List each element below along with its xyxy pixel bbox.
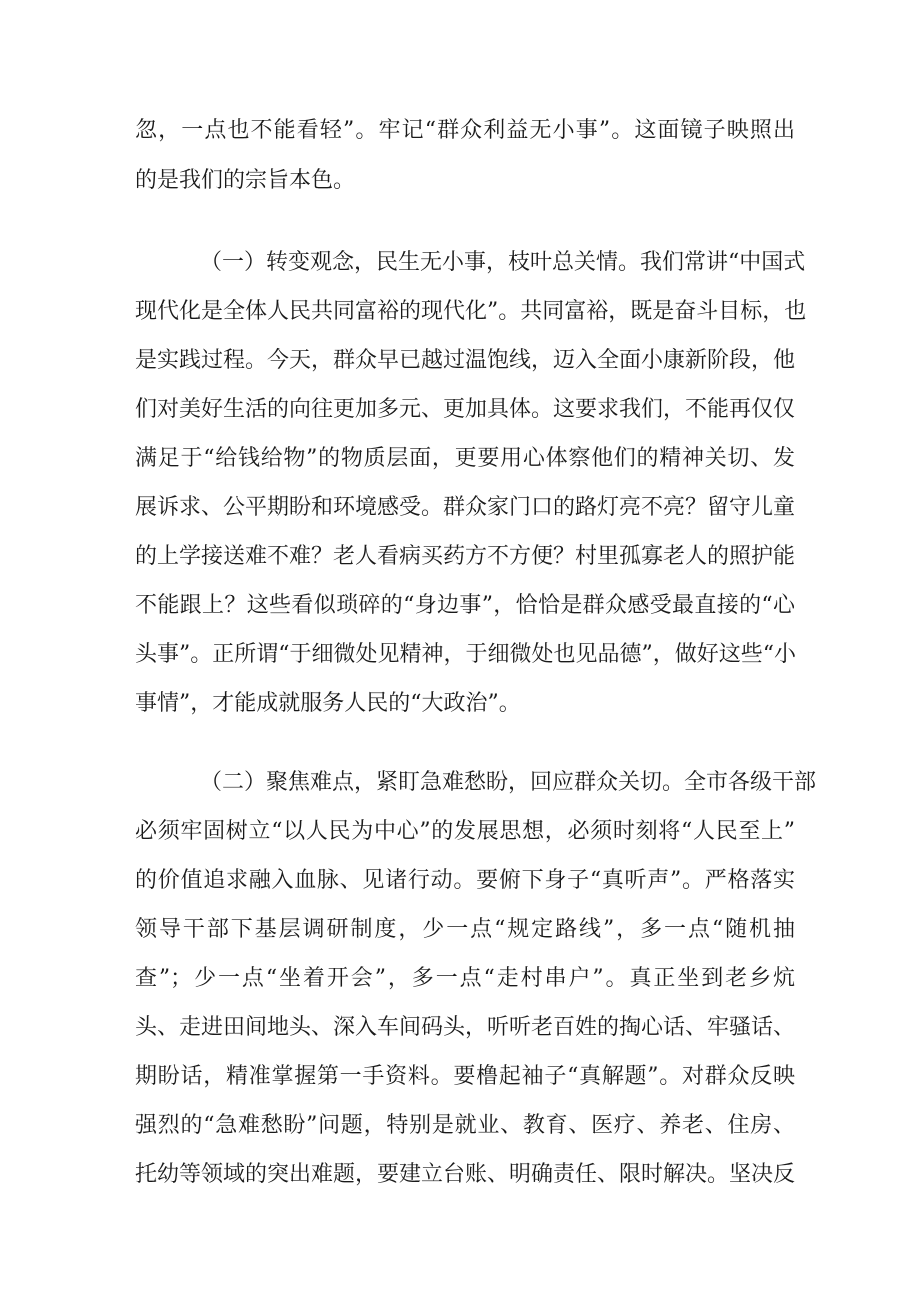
text-line-17: 查”；少一点“坐着开会”，多一点“走村串户”。真正坐到老乡炕 bbox=[135, 966, 795, 991]
text-line-14: 必须牢固树立“以人民为中心”的发展思想，必须时刻将“人民至上” bbox=[135, 819, 795, 844]
text-line-15: 的价值追求融入血脉、见诸行动。要俯下身子“真听声”。严格落实 bbox=[135, 868, 795, 893]
text-line-16: 领导干部下基层调研制度，少一点“规定路线”，多一点“随机抽 bbox=[135, 917, 795, 942]
text-line-3: （一）转变观念，民生无小事，枝叶总关情。我们常讲“中国式 bbox=[200, 250, 806, 275]
text-line-13: （二）聚焦难点，紧盯急难愁盼，回应群众关切。全市各级干部 bbox=[200, 770, 817, 795]
text-line-4: 现代化是全体人民共同富裕的现代化”。共同富裕，既是奋斗目标，也 bbox=[135, 299, 807, 324]
text-line-12: 事情”，才能成就服务人民的“大政治”。 bbox=[135, 691, 521, 716]
text-line-8: 展诉求、公平期盼和环境感受。群众家门口的路灯亮不亮？留守儿童 bbox=[135, 495, 796, 520]
text-line-5: 是实践过程。今天，群众早已越过温饱线，迈入全面小康新阶段，他 bbox=[135, 348, 796, 373]
text-line-10: 不能跟上？这些看似琐碎的“身边事”，恰恰是群众感受最直接的“心 bbox=[135, 593, 795, 618]
text-line-11: 头事”。正所谓“于细微处见精神，于细微处也见品德”，做好这些“小 bbox=[135, 642, 796, 667]
text-line-19: 期盼话，精准掌握第一手资料。要橹起袖子“真解题”。对群众反映 bbox=[135, 1064, 795, 1089]
text-line-21: 托幼等领域的突出难题，要建立台账、明确责任、限时解决。坚决反 bbox=[135, 1162, 796, 1187]
text-line-20: 强烈的“急难愁盼”问题，特别是就业、教育、医疗、养老、住房、 bbox=[135, 1113, 795, 1138]
text-line-1: 忽，一点也不能看轻”。牢记“群众利益无小事”。这面镜子映照出 bbox=[135, 118, 795, 143]
text-line-9: 的上学接送难不难？老人看病买药方不方便？村里孤寡老人的照护能 bbox=[135, 544, 796, 569]
text-line-6: 们对美好生活的向往更加多元、更加具体。这要求我们，不能再仅仅 bbox=[135, 397, 796, 422]
text-line-7: 满足于“给钱给物”的物质层面，更要用心体察他们的精神关切、发 bbox=[135, 446, 795, 471]
text-line-2: 的是我们的宗旨本色。 bbox=[135, 168, 356, 193]
text-line-18: 头、走进田间地头、深入车间码头，听听老百姓的掏心话、牢骚话、 bbox=[135, 1015, 796, 1040]
